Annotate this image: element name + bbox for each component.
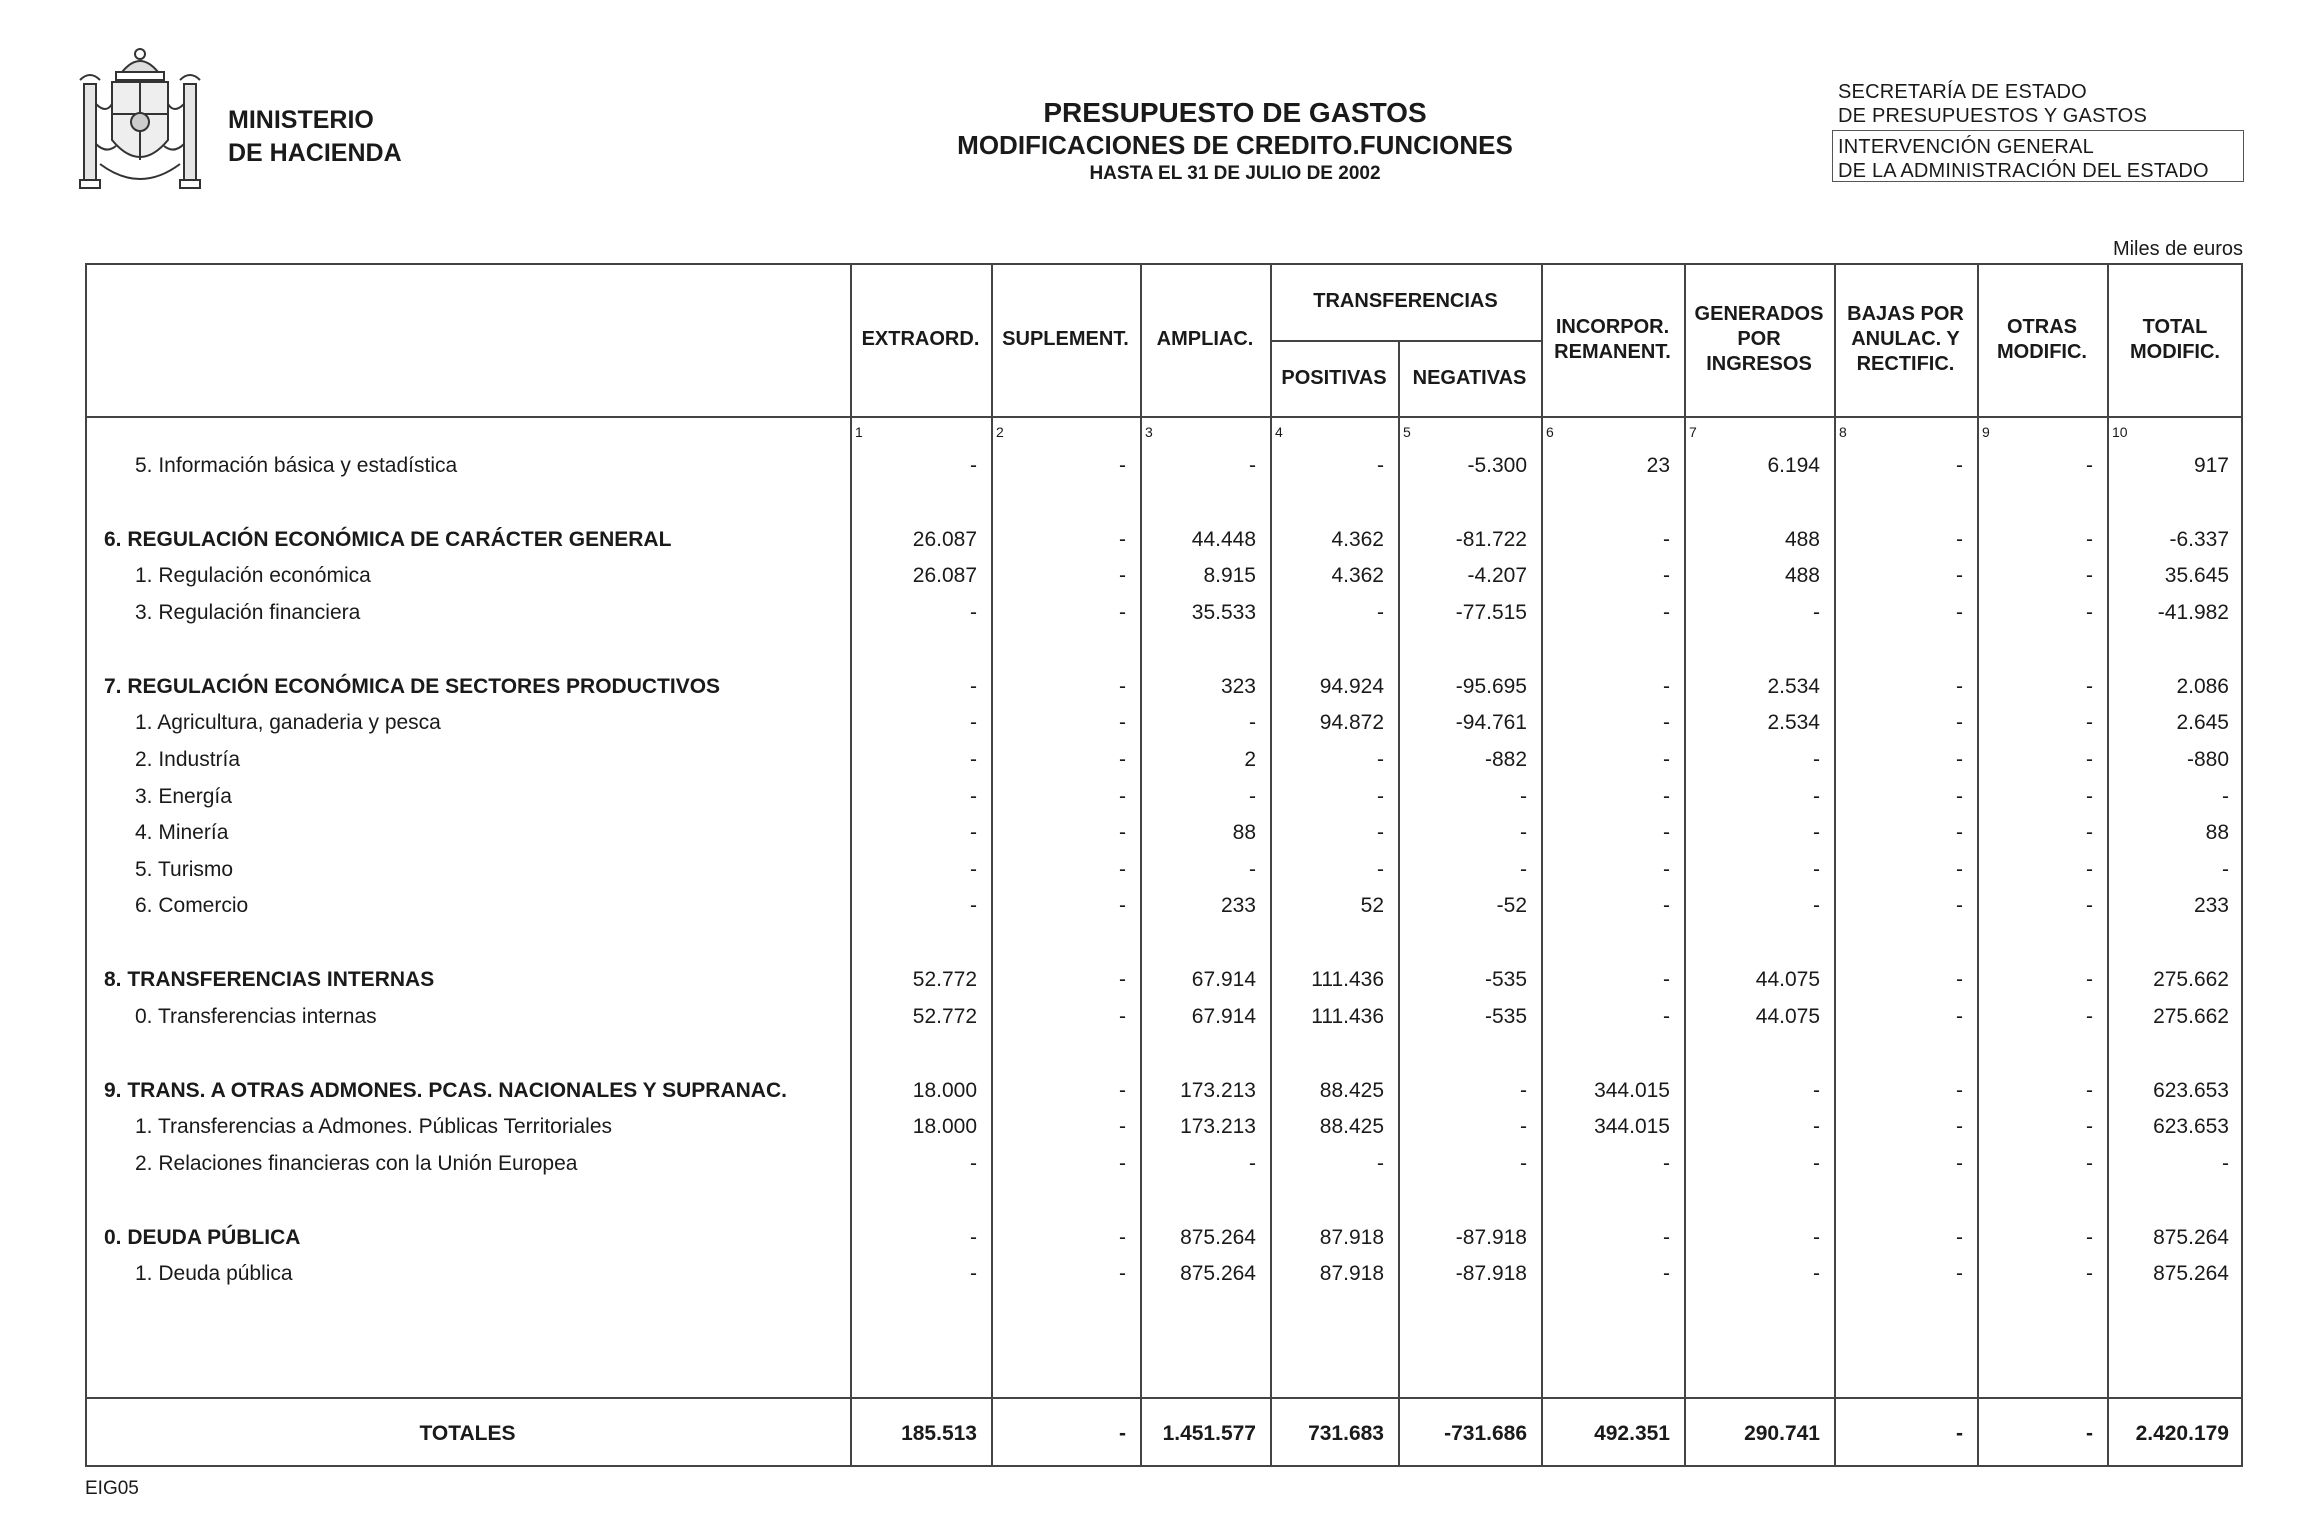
cell-incorpor: -: [1663, 968, 1670, 991]
cell-extraord: 26.087: [912, 528, 977, 551]
cell-incorpor: -: [1663, 858, 1670, 881]
report-subtitle: MODIFICACIONES DE CREDITO.FUNCIONES: [957, 130, 1513, 160]
cell-incorpor: -: [1663, 821, 1670, 844]
cell-ampliac: 323: [1220, 675, 1256, 698]
cell-extraord: 52.772: [912, 968, 977, 991]
total-positivas: 731.683: [1308, 1422, 1384, 1445]
cell-negativas: -4.207: [1467, 564, 1527, 587]
cell-suplement: -: [1119, 1115, 1126, 1138]
table-row: [0, 1256, 2311, 1292]
header-divider: [85, 416, 2243, 418]
cell-extraord: -: [970, 601, 977, 624]
cell-incorpor: -: [1663, 564, 1670, 587]
cell-bajas: -: [1956, 894, 1963, 917]
cell-suplement: -: [1119, 711, 1126, 734]
category-row: [0, 1220, 2311, 1256]
cell-otras: -: [2086, 858, 2093, 881]
cell-generados: 44.075: [1755, 968, 1820, 991]
column-number: 5: [1403, 424, 1411, 440]
cell-incorpor: -: [1663, 1262, 1670, 1285]
cell-total: 88: [2205, 821, 2229, 844]
column-header-extraord: EXTRAORD.: [861, 328, 980, 350]
cell-suplement: -: [1119, 675, 1126, 698]
cell-bajas: -: [1956, 711, 1963, 734]
column-number: 2: [996, 424, 1004, 440]
cell-bajas: -: [1956, 785, 1963, 808]
cell-generados: -: [1813, 1115, 1820, 1138]
cell-positivas: -: [1377, 858, 1384, 881]
column-header-ampliac: AMPLIAC.: [1156, 328, 1254, 350]
cell-total: 917: [2193, 454, 2229, 477]
cell-total: -41.982: [2157, 601, 2229, 624]
cell-negativas: -535: [1484, 968, 1527, 991]
column-number: 1: [855, 424, 863, 440]
cell-positivas: 87.918: [1319, 1226, 1384, 1249]
row-label: 8. TRANSFERENCIAS INTERNAS: [104, 968, 435, 991]
row-label: 5. Información básica y estadística: [135, 454, 458, 477]
cell-incorpor: -: [1663, 785, 1670, 808]
cell-positivas: -: [1377, 748, 1384, 771]
cell-generados: -: [1813, 748, 1820, 771]
cell-generados: -: [1813, 1079, 1820, 1102]
cell-negativas: -77.515: [1455, 601, 1527, 624]
report-period: HASTA EL 31 DE JULIO DE 2002: [1089, 163, 1381, 184]
column-number: 3: [1145, 424, 1153, 440]
cell-extraord: 52.772: [912, 1005, 977, 1028]
cell-otras: -: [2086, 785, 2093, 808]
cell-otras: -: [2086, 748, 2093, 771]
cell-extraord: -: [970, 894, 977, 917]
cell-negativas: -87.918: [1455, 1262, 1527, 1285]
cell-positivas: -: [1377, 1152, 1384, 1175]
cell-incorpor: 23: [1646, 454, 1670, 477]
cell-negativas: -81.722: [1455, 528, 1527, 551]
cell-generados: -: [1813, 858, 1820, 881]
cell-total: 875.264: [2153, 1226, 2229, 1249]
cell-otras: -: [2086, 675, 2093, 698]
column-header-otras: OTRAS MODIFIC.: [1997, 315, 2087, 363]
cell-total: 623.653: [2153, 1115, 2229, 1138]
intervencion-line-2: DE LA ADMINISTRACIÓN DEL ESTADO: [1838, 160, 2209, 182]
cell-total: -880: [2186, 748, 2229, 771]
cell-incorpor: -: [1663, 894, 1670, 917]
cell-generados: -: [1813, 1262, 1820, 1285]
cell-generados: 44.075: [1755, 1005, 1820, 1028]
cell-generados: -: [1813, 894, 1820, 917]
category-row: [0, 962, 2311, 998]
cell-negativas: -5.300: [1467, 454, 1527, 477]
cell-otras: -: [2086, 1262, 2093, 1285]
total-suplement: -: [1119, 1422, 1126, 1445]
cell-negativas: -52: [1496, 894, 1527, 917]
cell-bajas: -: [1956, 601, 1963, 624]
cell-extraord: -: [970, 748, 977, 771]
cell-ampliac: 2: [1244, 748, 1256, 771]
row-label: 1. Transferencias a Admones. Públicas Territoriales: [135, 1115, 613, 1138]
cell-suplement: -: [1119, 785, 1126, 808]
total-negativas: -731.686: [1444, 1422, 1527, 1445]
cell-suplement: -: [1119, 601, 1126, 624]
column-number: 9: [1982, 424, 1990, 440]
total-otras: -: [2086, 1422, 2093, 1445]
row-label: 1. Deuda pública: [135, 1262, 293, 1285]
cell-negativas: -87.918: [1455, 1226, 1527, 1249]
cell-generados: -: [1813, 601, 1820, 624]
cell-ampliac: 875.264: [1180, 1226, 1256, 1249]
cell-total: 35.645: [2164, 564, 2229, 587]
cell-bajas: -: [1956, 821, 1963, 844]
cell-otras: -: [2086, 1115, 2093, 1138]
cell-total: -6.337: [2169, 528, 2229, 551]
cell-otras: -: [2086, 894, 2093, 917]
total-bajas: -: [1956, 1422, 1963, 1445]
cell-otras: -: [2086, 1079, 2093, 1102]
cell-ampliac: -: [1249, 858, 1256, 881]
cell-generados: -: [1813, 821, 1820, 844]
cell-negativas: -: [1520, 785, 1527, 808]
table-row: [0, 999, 2311, 1035]
cell-generados: -: [1813, 1226, 1820, 1249]
cell-bajas: -: [1956, 1079, 1963, 1102]
cell-incorpor: -: [1663, 528, 1670, 551]
row-label: 6. REGULACIÓN ECONÓMICA DE CARÁCTER GENERAL: [104, 528, 672, 551]
cell-ampliac: 233: [1220, 894, 1256, 917]
table-row: [0, 595, 2311, 631]
cell-positivas: 94.924: [1319, 675, 1384, 698]
totals-label: TOTALES: [419, 1422, 516, 1445]
cell-bajas: -: [1956, 858, 1963, 881]
total-total: 2.420.179: [2135, 1422, 2229, 1445]
cell-extraord: -: [970, 1262, 977, 1285]
cell-incorpor: -: [1663, 1226, 1670, 1249]
column-header-incorpor: INCORPOR. REMANENT.: [1554, 315, 1671, 363]
cell-bajas: -: [1956, 1115, 1963, 1138]
cell-extraord: 18.000: [912, 1079, 977, 1102]
category-row: [0, 522, 2311, 558]
cell-ampliac: 173.213: [1180, 1079, 1256, 1102]
cell-positivas: 88.425: [1319, 1115, 1384, 1138]
row-label: 1. Regulación económica: [135, 564, 371, 587]
row-label: 3. Energía: [135, 785, 232, 808]
cell-ampliac: 67.914: [1191, 968, 1256, 991]
cell-positivas: -: [1377, 821, 1384, 844]
cell-extraord: -: [970, 858, 977, 881]
row-label: 2. Industría: [135, 748, 241, 771]
cell-generados: -: [1813, 785, 1820, 808]
table-row: [0, 852, 2311, 888]
row-label: 9. TRANS. A OTRAS ADMONES. PCAS. NACIONALES Y SUPRANAC.: [104, 1079, 787, 1102]
cell-suplement: -: [1119, 454, 1126, 477]
cell-total: -: [2222, 785, 2229, 808]
cell-ampliac: 88: [1232, 821, 1256, 844]
table-row: [0, 705, 2311, 741]
cell-suplement: -: [1119, 821, 1126, 844]
cell-generados: 488: [1784, 564, 1820, 587]
cell-positivas: 4.362: [1331, 564, 1384, 587]
report-title: PRESUPUESTO DE GASTOS: [1043, 97, 1427, 128]
cell-generados: 2.534: [1767, 675, 1820, 698]
cell-otras: -: [2086, 821, 2093, 844]
row-label: 6. Comercio: [135, 894, 249, 917]
cell-ampliac: -: [1249, 454, 1256, 477]
secretaria-block: [1838, 80, 2147, 128]
cell-negativas: -: [1520, 858, 1527, 881]
column-header-positivas: POSITIVAS: [1281, 366, 1387, 389]
cell-otras: -: [2086, 711, 2093, 734]
cell-otras: -: [2086, 601, 2093, 624]
ministry-line-1: MINISTERIO: [228, 106, 374, 134]
cell-suplement: -: [1119, 968, 1126, 991]
cell-ampliac: 173.213: [1180, 1115, 1256, 1138]
cell-bajas: -: [1956, 564, 1963, 587]
cell-otras: -: [2086, 564, 2093, 587]
table-row: [0, 779, 2311, 815]
category-row: [0, 1073, 2311, 1109]
row-label: 0. Transferencias internas: [135, 1005, 377, 1028]
cell-otras: -: [2086, 1226, 2093, 1249]
cell-positivas: -: [1377, 785, 1384, 808]
cell-suplement: -: [1119, 858, 1126, 881]
column-number: 8: [1839, 424, 1847, 440]
cell-suplement: -: [1119, 1152, 1126, 1175]
transferencias-header: TRANSFERENCIAS: [1313, 290, 1498, 312]
cell-suplement: -: [1119, 1226, 1126, 1249]
row-label: 0. DEUDA PÚBLICA: [104, 1226, 301, 1249]
column-number: 6: [1546, 424, 1554, 440]
row-label: 5. Turismo: [135, 858, 234, 881]
cell-incorpor: -: [1663, 601, 1670, 624]
cell-negativas: -535: [1484, 1005, 1527, 1028]
column-header-generados: GENERADOS POR INGRESOS: [1694, 303, 1824, 375]
cell-extraord: 26.087: [912, 564, 977, 587]
cell-total: 2.086: [2176, 675, 2229, 698]
cell-extraord: -: [970, 711, 977, 734]
cell-extraord: -: [970, 1226, 977, 1249]
cell-total: 875.264: [2153, 1262, 2229, 1285]
cell-otras: -: [2086, 968, 2093, 991]
cell-positivas: -: [1377, 601, 1384, 624]
cell-total: 233: [2193, 894, 2229, 917]
column-header-suplement: SUPLEMENT.: [1002, 328, 1129, 350]
table-row: [0, 888, 2311, 924]
cell-ampliac: -: [1249, 785, 1256, 808]
cell-positivas: -: [1377, 454, 1384, 477]
secretaria-line-2: DE PRESUPUESTOS Y GASTOS: [1838, 105, 2147, 127]
cell-extraord: 18.000: [912, 1115, 977, 1138]
cell-suplement: -: [1119, 1005, 1126, 1028]
column-number: 10: [2112, 424, 2128, 440]
cell-total: 275.662: [2153, 1005, 2229, 1028]
cell-otras: -: [2086, 528, 2093, 551]
cell-extraord: -: [970, 1152, 977, 1175]
cell-ampliac: 67.914: [1191, 1005, 1256, 1028]
table-row: [0, 1146, 2311, 1182]
row-label: 1. Agricultura, ganaderia y pesca: [135, 711, 441, 734]
cell-suplement: -: [1119, 564, 1126, 587]
total-ampliac: 1.451.577: [1162, 1422, 1256, 1445]
table-row: [0, 1109, 2311, 1145]
row-label: 7. REGULACIÓN ECONÓMICA DE SECTORES PRODUCTIVOS: [104, 675, 721, 698]
cell-ampliac: 44.448: [1191, 528, 1256, 551]
cell-ampliac: -: [1249, 711, 1256, 734]
table-row: [0, 815, 2311, 851]
cell-positivas: 94.872: [1319, 711, 1384, 734]
column-header-bajas: BAJAS POR ANULAC. Y RECTIFIC.: [1847, 303, 1964, 375]
cell-extraord: -: [970, 454, 977, 477]
cell-incorpor: -: [1663, 748, 1670, 771]
column-number: 7: [1689, 424, 1697, 440]
cell-negativas: -882: [1484, 748, 1527, 771]
row-label: 4. Minería: [135, 821, 229, 844]
cell-suplement: -: [1119, 748, 1126, 771]
cell-bajas: -: [1956, 675, 1963, 698]
cell-negativas: -: [1520, 1079, 1527, 1102]
table-row: [0, 558, 2311, 594]
cell-negativas: -95.695: [1455, 675, 1527, 698]
cell-positivas: 111.436: [1311, 968, 1384, 991]
total-incorpor: 492.351: [1594, 1422, 1670, 1445]
table-row: [0, 742, 2311, 778]
intervencion-line-1: INTERVENCIÓN GENERAL: [1838, 136, 2094, 158]
cell-total: 275.662: [2153, 968, 2229, 991]
intervencion-box: [1832, 130, 2244, 182]
cell-positivas: 52: [1360, 894, 1384, 917]
cell-bajas: -: [1956, 454, 1963, 477]
totals-divider: [85, 1397, 2243, 1399]
cell-bajas: -: [1956, 1152, 1963, 1175]
ministry-line-2: DE HACIENDA: [228, 139, 402, 167]
cell-positivas: 87.918: [1319, 1262, 1384, 1285]
cell-incorpor: -: [1663, 1152, 1670, 1175]
cell-otras: -: [2086, 1005, 2093, 1028]
cell-bajas: -: [1956, 748, 1963, 771]
cell-suplement: -: [1119, 528, 1126, 551]
cell-negativas: -94.761: [1455, 711, 1527, 734]
row-label: 3. Regulación financiera: [135, 601, 361, 624]
cell-suplement: -: [1119, 1262, 1126, 1285]
cell-total: 623.653: [2153, 1079, 2229, 1102]
cell-extraord: -: [970, 675, 977, 698]
column-header-negativas: NEGATIVAS: [1412, 366, 1527, 389]
cell-ampliac: -: [1249, 1152, 1256, 1175]
row-label: 2. Relaciones financieras con la Unión Europea: [135, 1152, 578, 1175]
cell-total: 2.645: [2176, 711, 2229, 734]
cell-suplement: -: [1119, 894, 1126, 917]
cell-positivas: 88.425: [1319, 1079, 1384, 1102]
table-row: [0, 448, 2311, 484]
cell-generados: 488: [1784, 528, 1820, 551]
cell-bajas: -: [1956, 528, 1963, 551]
cell-ampliac: 8.915: [1203, 564, 1256, 587]
secretaria-line-1: SECRETARÍA DE ESTADO: [1838, 81, 2087, 103]
cell-bajas: -: [1956, 1226, 1963, 1249]
coat-of-arms-icon: [76, 44, 204, 196]
cell-generados: 2.534: [1767, 711, 1820, 734]
cell-incorpor: -: [1663, 675, 1670, 698]
cell-incorpor: 344.015: [1594, 1115, 1670, 1138]
cell-generados: 6.194: [1767, 454, 1820, 477]
cell-otras: -: [2086, 454, 2093, 477]
cell-suplement: -: [1119, 1079, 1126, 1102]
cell-ampliac: 35.533: [1191, 601, 1256, 624]
cell-bajas: -: [1956, 1262, 1963, 1285]
cell-bajas: -: [1956, 968, 1963, 991]
cell-generados: -: [1813, 1152, 1820, 1175]
cell-otras: -: [2086, 1152, 2093, 1175]
units-label: Miles de euros: [2112, 238, 2243, 260]
cell-negativas: -: [1520, 1115, 1527, 1138]
cell-bajas: -: [1956, 1005, 1963, 1028]
cell-incorpor: -: [1663, 1005, 1670, 1028]
cell-extraord: -: [970, 785, 977, 808]
report-titles: [760, 96, 1710, 187]
ministry-name: [228, 104, 402, 170]
total-extraord: 185.513: [901, 1422, 977, 1445]
cell-incorpor: -: [1663, 711, 1670, 734]
total-generados: 290.741: [1744, 1422, 1820, 1445]
cell-negativas: -: [1520, 821, 1527, 844]
cell-incorpor: 344.015: [1594, 1079, 1670, 1102]
cell-ampliac: 875.264: [1180, 1262, 1256, 1285]
column-header-total: TOTAL MODIFIC.: [2130, 315, 2220, 363]
cell-extraord: -: [970, 821, 977, 844]
document-code: EIG05: [85, 1478, 139, 1499]
cell-positivas: 4.362: [1331, 528, 1384, 551]
cell-total: -: [2222, 1152, 2229, 1175]
category-row: [0, 669, 2311, 705]
column-number: 4: [1275, 424, 1283, 440]
cell-negativas: -: [1520, 1152, 1527, 1175]
cell-total: -: [2222, 858, 2229, 881]
cell-positivas: 111.436: [1311, 1005, 1384, 1028]
